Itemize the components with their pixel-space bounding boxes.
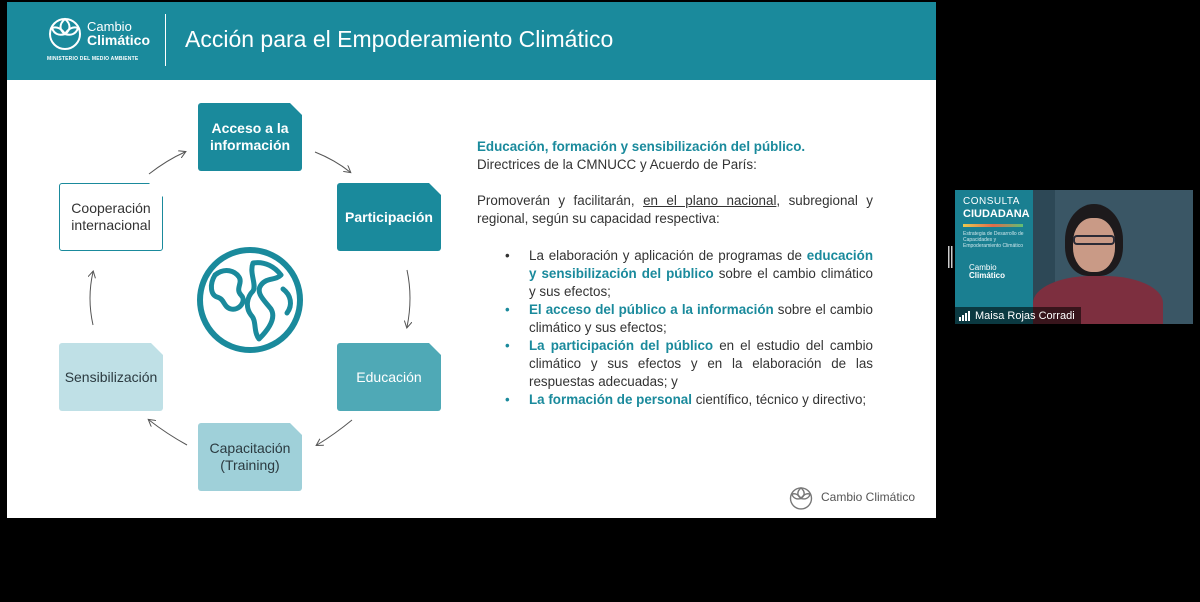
bullet-item <box>503 301 873 337</box>
node-sensibilizacion-label: Sensibilización <box>64 368 158 385</box>
bullet-post: en el estudio del cambio climático y sus efectos y en la elaboración de las respuestas adecuadas; y <box>529 338 873 389</box>
arrow-educacion-capacitacion <box>317 420 352 445</box>
node-cooperacion-label: Cooperación internacional <box>71 200 151 233</box>
bullet-highlight: educación y sensibilización del público <box>529 248 873 281</box>
poster-line1: CONSULTA <box>963 196 1020 207</box>
slide-title: Acción para el Empoderamiento Climático <box>185 26 614 52</box>
participant-name: Maisa Rojas Corradi <box>975 309 1075 322</box>
poster-color-bar <box>963 224 1023 227</box>
arrow-acceso-participacion <box>315 152 350 172</box>
text-heading: Educación, formación y sensibilización del público. <box>477 139 806 154</box>
node-acceso-label: Acceso a la información <box>209 120 291 153</box>
node-capacitacion <box>198 423 302 491</box>
background-poster <box>955 190 1033 324</box>
bullet-post: científico, técnico y directivo; <box>691 392 867 407</box>
glasses <box>1073 235 1115 245</box>
text-paragraph <box>477 192 873 228</box>
logo-word-climatico: Climático <box>87 32 151 48</box>
globe-icon <box>195 245 305 355</box>
bullet-post: sobre el cambio climático y sus efectos; <box>529 302 874 335</box>
bullet-highlight: El acceso del público a la información <box>529 302 774 317</box>
bullet-post: sobre el cambio climático y sus efectos; <box>529 266 873 299</box>
bullet-highlight: La formación de personal <box>529 392 692 407</box>
poster-line2: CIUDADANA <box>963 208 1030 220</box>
signal-bars-icon <box>959 311 971 321</box>
para-before: Promoverán y facilitarán, <box>477 193 644 208</box>
arrow-capacitacion-sensibilizacion <box>149 420 187 445</box>
bullet-item <box>503 337 873 391</box>
para-after: , subregional y regional, según su capacidad respectiva: <box>477 193 874 226</box>
node-sensibilizacion <box>59 343 163 411</box>
para-underline: en el plano nacional <box>643 193 777 208</box>
logo-ministry: MINISTERIO DEL MEDIO AMBIENTE <box>47 56 139 62</box>
node-acceso-informacion <box>198 103 302 171</box>
arrow-participacion-educacion <box>407 270 410 327</box>
arrow-sensibilizacion-cooperacion <box>90 272 93 325</box>
text-panel <box>477 138 873 409</box>
node-cooperacion-internacional <box>59 183 163 251</box>
node-participacion-label: Participación <box>345 208 433 225</box>
bullet-highlight: La participación del público <box>529 338 714 353</box>
panel-resize-handle[interactable] <box>948 246 953 268</box>
poster-small-text: Estrategia de Desarrollo de Capacidades y Empoderamiento Climático <box>963 231 1024 249</box>
participant-video-tile[interactable] <box>955 190 1193 324</box>
participant-name-bar <box>955 307 1081 324</box>
bullet-pre: La elaboración y aplicación de programas de <box>529 248 807 263</box>
footer-logo <box>787 482 915 512</box>
bullet-list <box>503 247 873 409</box>
logo-word-cambio: Cambio <box>87 19 132 34</box>
node-educacion-label: Educación <box>356 368 422 385</box>
text-subheading: Directrices de la CMNUCC y Acuerdo de París: <box>477 157 757 172</box>
footer-logo-label: Cambio Climático <box>821 490 916 504</box>
arrow-cooperacion-acceso <box>149 152 185 174</box>
presentation-slide <box>7 2 936 518</box>
bullet-item <box>503 247 873 301</box>
node-capacitacion-label: Capacitación (Training) <box>209 440 291 473</box>
bullet-item <box>503 391 873 409</box>
poster-logo-line2: Climático <box>969 271 1006 280</box>
node-educacion <box>337 343 441 411</box>
leaf-logo-icon <box>787 483 815 511</box>
poster-logo <box>969 264 1005 280</box>
node-participacion <box>337 183 441 251</box>
poster-logo-line1: Cambio <box>969 263 997 272</box>
